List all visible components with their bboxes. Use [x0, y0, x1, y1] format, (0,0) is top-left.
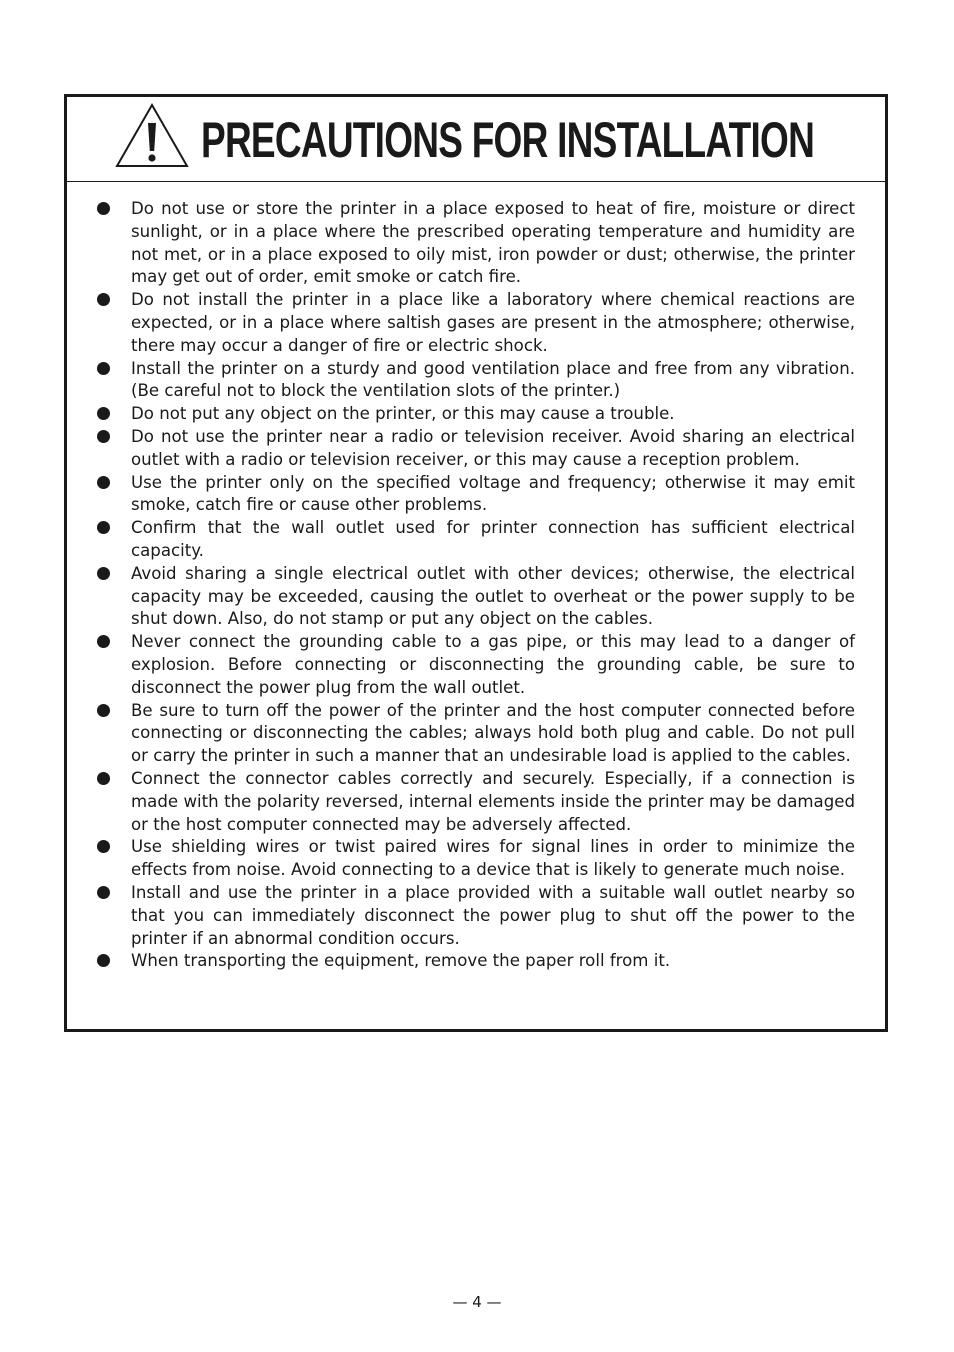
bullet-icon — [97, 840, 110, 853]
item-text: Use shielding wires or twist paired wires for signal lines in order to minimize the effects from noise. Avoid connecting to a device that is likely to generate much noise. — [131, 837, 855, 880]
item-text: Do not install the printer in a place like a laboratory where chemical reactions are expected, or in a place where saltish gases are present in the atmosphere; otherwise, there may occur a danger of fire or electric shock. — [131, 290, 855, 355]
list-item — [67, 882, 855, 950]
item-text: When transporting the equipment, remove the paper roll from it. — [131, 951, 671, 971]
bullet-icon — [97, 293, 110, 306]
bullet-icon — [97, 407, 110, 420]
list-item — [67, 403, 855, 426]
list-item — [67, 426, 855, 472]
list-item — [67, 631, 855, 699]
item-text: Install and use the printer in a place provided with a suitable wall outlet nearby so that you can immediately disconnect the power plug to shut off the power to the printer if an abnormal condition occurs. — [131, 882, 855, 948]
list-item — [67, 358, 855, 404]
list-item — [67, 950, 855, 973]
item-text: Confirm that the wall outlet used for printer connection has sufficient electrical capacity. — [131, 518, 855, 560]
bullet-icon — [97, 886, 110, 899]
list-item — [67, 289, 855, 357]
bullet-icon — [97, 772, 110, 785]
list-item — [67, 700, 855, 768]
bullet-icon — [97, 521, 110, 534]
section-header — [67, 97, 885, 182]
list-item — [67, 836, 855, 882]
item-text: Never connect the grounding cable to a gas pipe, or this may lead to a danger of explosion. Before connecting or disconnecting the grounding cable, be sure to disconnect the power plug from the wall outlet. — [131, 632, 855, 697]
item-text: Do not use the printer near a radio or television receiver. Avoid sharing an electrical outlet with a radio or television receiver, or this may cause a reception problem. — [131, 426, 855, 469]
item-text: Do not use or store the printer in a place exposed to heat of fire, moisture or direct sunlight, or in a place where the prescribed operating temperature and humidity are not met, or in a place exposed to oily mist, iron powder or dust; otherwise, the printer may get out of order, emit smoke or catch fire. — [131, 199, 855, 287]
list-item — [67, 198, 855, 289]
bullet-icon — [97, 954, 110, 967]
page-title: PRECAUTIONS FOR INSTALLATION — [201, 112, 815, 168]
precautions-list — [67, 182, 885, 973]
item-text: Be sure to turn off the power of the printer and the host computer connected before connecting or disconnecting the cables; always hold both plug and cable. Do not pull or carry the printer in such a manner that an undesirable load is applied to the cables. — [131, 700, 855, 766]
bullet-icon — [97, 704, 110, 717]
bullet-icon — [97, 567, 110, 580]
bullet-icon — [97, 362, 110, 375]
page-number: — 4 — — [452, 1293, 502, 1311]
list-item — [67, 563, 855, 631]
item-text: Use the printer only on the specified voltage and frequency; otherwise it may emit smoke, catch fire or cause other problems. — [131, 472, 855, 515]
bullet-icon — [97, 476, 110, 489]
item-text: Avoid sharing a single electrical outlet with other devices; otherwise, the electrical capacity may be exceeded, causing the outlet to overheat or the power supply to be shut down. Also, do not stamp or put any object on the cables. — [131, 563, 855, 629]
precautions-box — [64, 94, 888, 1032]
list-item — [67, 768, 855, 836]
list-item — [67, 472, 855, 518]
item-text: Connect the connector cables correctly and securely. Especially, if a connection is made with the polarity reversed, internal elements inside the printer may be damaged or the host computer connected may be adversely affected. — [131, 768, 855, 834]
bullet-icon — [97, 635, 110, 648]
item-text: Install the printer on a sturdy and good ventilation place and free from any vibration. (Be careful not to block the ventilation slots of the printer.) — [131, 358, 855, 401]
warning-triangle-icon — [113, 101, 191, 169]
item-text: Do not put any object on the printer, or this may cause a trouble. — [131, 404, 675, 424]
bullet-icon — [97, 430, 110, 443]
bullet-icon — [97, 202, 110, 215]
list-item — [67, 517, 855, 563]
